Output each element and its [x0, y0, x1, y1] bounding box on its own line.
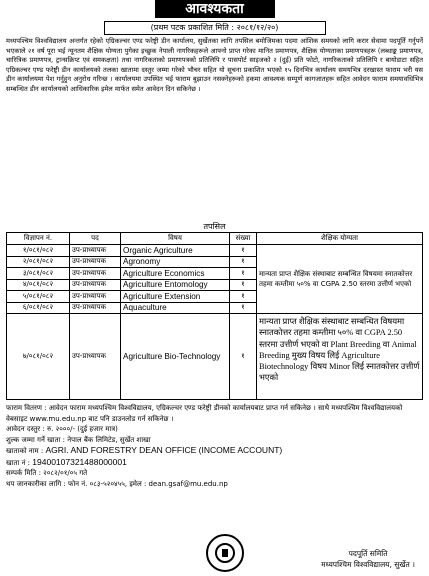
account-number: 19400107321488000001: [32, 456, 127, 467]
table-row: [7, 245, 423, 257]
subject: Agriculture Entomology: [121, 279, 230, 291]
subject: Agriculture Bio-Technology: [121, 314, 230, 400]
post: उप-प्राध्यापक: [70, 279, 121, 291]
ad-no: २/०८१/०८२: [7, 256, 70, 268]
committee-name: पदपूर्ति समिति: [348, 549, 388, 558]
signature-block: [321, 548, 415, 570]
subject: Agriculture Economics: [121, 268, 230, 280]
ad-no: ४/०८१/०८२: [7, 279, 70, 291]
ad-no: ५/०८१/०८२: [7, 291, 70, 303]
table-row: [7, 314, 423, 400]
intro-paragraph: मध्यपश्चिम विश्वविद्यालय अन्तर्गत रहेको एग्रिकल्चर एण्ड फरेष्ट्री डीन कार्यालय, सुर्खेतका लागि तपसिल बमोजिमका पदमा आंशिक समयको लागि करार सेवामा पदपूर्ति गर्नुपर्ने भएकाले २१ वर्ष पूरा भई न्यूनतम शैक्षिक योग्यता पुगेका इच्छुक नेपाली नागरिकहरूले आफ्नो प्राप्त गरेका मानित प्रमाणपत्र, शैक्षिक योग्यताका प्रमाणपत्रहरू (लब्धाङ्क प्रमाणपत्र, चारित्रिक प्रमाणपत्र, ट्रान्सक्रिप्ट एवं समकक्षता) तथा नागरिकताको प्रमाणपत्रको प्रतिलिपि र पासपोर्ट साइजको २ (दुई) प्रति फोटो, नागरिकताको प्रतिलिपि र बायोडाटा सहित एग्रिकल्चर एण्ड फरेष्ट्री डीन कार्यालयको तलका खातामा दस्तुर जम्मा गरेको भौचर सहित यो सूचना प्रकाशित भएको १५ दिनभित्र कार्यालय समयभित्र दरखास्त फाराम भरी यस डीन कार्यालयमा पेश गर्नुहुन अनुरोध गरिन्छ । कार्यालयमा उपस्थित भई फाराम बुझाउन नसक्नेहरूको हकमा आवश्यक सम्पूर्ण कागजातहरू सहित आवेदन फाराम समयावधिभित्र सम्बन्धित डीन कार्यालयको आधिकारिक इमेल मार्फत समेत आवेदन दिन सकिनेछ ।: [6, 37, 423, 93]
post: उप-प्राध्यापक: [70, 256, 121, 268]
university-seal-icon: [206, 534, 244, 572]
form-distribution: फाराम वितरण : आवेदन फाराम मध्यपश्चिम विश्वविद्यालय, एग्रिकल्चर एण्ड फरेष्ट्री डीनको कार्यालयबाट प्राप्त गर्न सकिनेछ । साथै मध्यपश्चिम विश्वविद्यालयको वेबसाइट www.mu.edu.np बाट पनि डाउनलोड गर्न सकिनेछ ।: [6, 404, 403, 423]
ad-no: १/०८१/०८२: [7, 245, 70, 257]
bank-info: शुल्क जम्मा गर्ने खाता : नेपाल बैंक लिमिटेड, सुर्खेत शाखा: [6, 435, 151, 444]
count: १: [230, 279, 257, 291]
ad-no: ३/०८१/०८२: [7, 268, 70, 280]
subject: Organic Agriculture: [121, 245, 230, 257]
qualification-group-2: मान्यता प्राप्त शैक्षिक संस्थाबाट सम्बन्धित विषयमा स्नातकोत्तर तहमा कम्तीमा ५०% वा CGPA 2.50 स्तरमा उत्तीर्ण भएको वा Plant Breeding वा Animal Breeding मुख्य विषय लिई Agriculture Biotechnology विषय Minor लिई स्नातकोत्तर उत्तीर्ण भएको: [257, 314, 423, 400]
account-name-line: [6, 445, 423, 457]
more-info: थप जानकारीका लागि : फोन नं. ०८३-५२०४५५, इमेल : dean.gsaf@mu.edu.np: [6, 479, 228, 488]
post: उप-प्राध्यापक: [70, 302, 121, 314]
seal-emblem: [222, 549, 228, 557]
count: १: [230, 256, 257, 268]
account-number-label: खाता नं :: [6, 458, 31, 467]
count: १: [230, 291, 257, 303]
count: १: [230, 314, 257, 400]
post: उप-प्राध्यापक: [70, 291, 121, 303]
col-ad-no: विज्ञापन नं.: [7, 233, 70, 245]
subject: Agronomy: [121, 256, 230, 268]
account-name: AGRI. AND FORESTRY DEAN OFFICE (INCOME ACCOUNT): [45, 445, 283, 455]
page-title: आवश्यकता: [155, 0, 275, 18]
ad-no: ७/०८१/०८२: [7, 314, 70, 400]
university-name: मध्यपश्चिम विश्वविद्यालय, सुर्खेत ।: [321, 560, 415, 569]
count: १: [230, 302, 257, 314]
account-number-line: [6, 457, 423, 469]
post: उप-प्राध्यापक: [70, 268, 121, 280]
post: उप-प्राध्यापक: [70, 314, 121, 400]
col-count: संख्या: [230, 233, 257, 245]
ad-no: ६/०८१/०८२: [7, 302, 70, 314]
account-name-label: खाताको नाम :: [6, 447, 44, 455]
table-header-row: [7, 233, 423, 245]
application-fee: आवेदन दस्तुर : रु. २०००/- (दुई हजार मात्र): [6, 425, 118, 433]
application-details: [6, 403, 423, 489]
subject: Agriculture Extension: [121, 291, 230, 303]
publish-date-notice: (प्रथम पटक प्रकाशित मिति : २०८१/१२/२०): [104, 21, 326, 35]
table-caption: तपसिल: [203, 222, 226, 231]
contact-date: सम्पर्क मिति : २०८२/०१/०५ गते: [6, 469, 88, 477]
col-subject: विषय: [121, 233, 230, 245]
col-qualification: शैक्षिक योग्यता: [257, 233, 423, 245]
vacancy-table: [6, 232, 423, 400]
subject: Aquaculture: [121, 302, 230, 314]
qualification-group-1: मान्यता प्राप्त शैक्षिक संस्थाबाट सम्बन्धित विषयमा स्नातकोत्तर तहमा कम्तीमा ५०% वा CGPA 2.50 स्तरमा उत्तीर्ण भएको: [257, 245, 423, 314]
count: १: [230, 245, 257, 257]
post: उप-प्राध्यापक: [70, 245, 121, 257]
footer: [6, 516, 423, 576]
col-post: पद: [70, 233, 121, 245]
count: १: [230, 268, 257, 280]
